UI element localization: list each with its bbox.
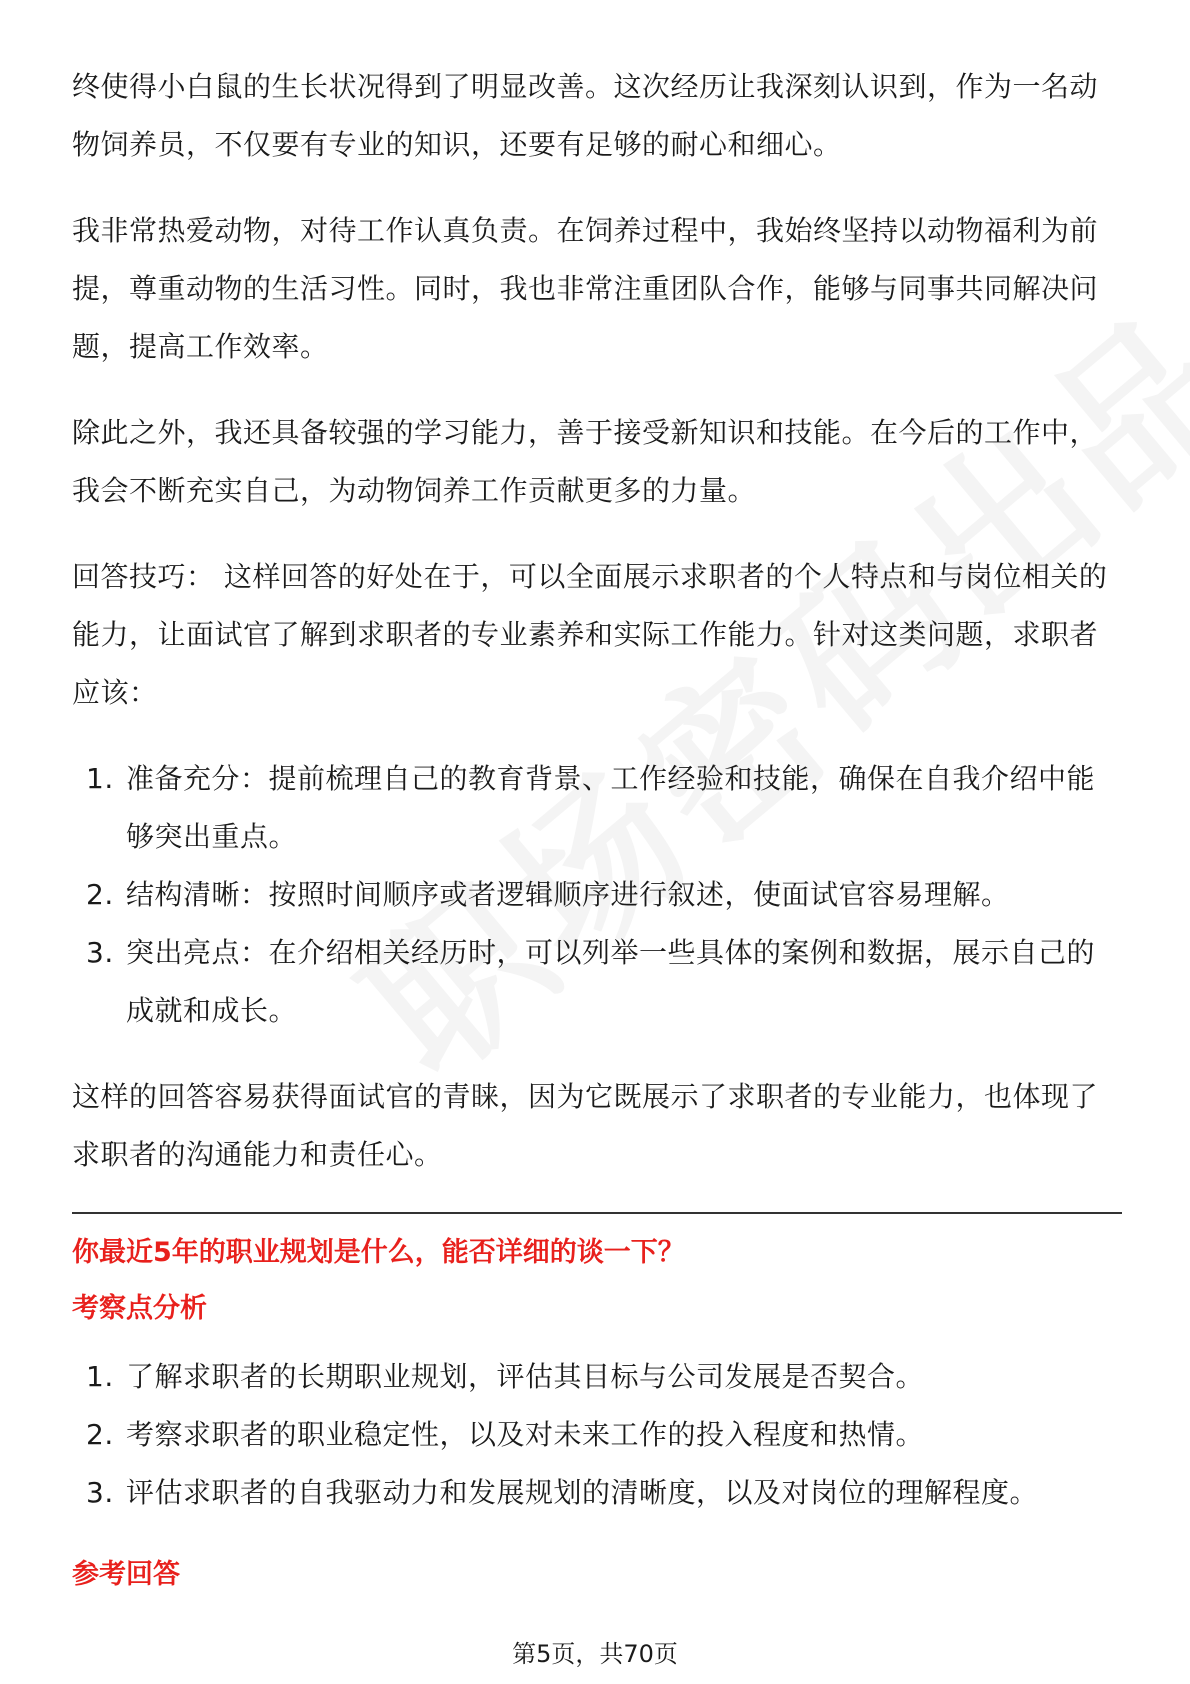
list-item-text: 结构清晰：按照时间顺序或者逻辑顺序进行叙述，使面试官容易理解。	[126, 878, 1010, 911]
list-item	[72, 924, 1122, 1040]
list-item	[72, 1406, 1122, 1464]
list-number: 2.	[86, 878, 114, 911]
list-item-text: 突出亮点：在介绍相关经历时，可以列举一些具体的案例和数据，展示自己的成就和成长。	[126, 936, 1096, 1027]
page-footer: 第5页，共70页	[512, 1640, 678, 1668]
list-item-text: 了解求职者的长期职业规划，评估其目标与公司发展是否契合。	[126, 1360, 925, 1393]
list-item-text: 准备充分：提前梳理自己的教育背景、工作经验和技能，确保在自我介绍中能够突出重点。	[126, 762, 1096, 853]
tips-list	[72, 750, 1122, 1040]
list-item	[72, 866, 1122, 924]
paragraph: 我非常热爱动物，对待工作认真负责。在饲养过程中，我始终坚持以动物福利为前提，尊重动物的生活习性。同时，我也非常注重团队合作，能够与同事共同解决问题，提高工作效率。	[72, 214, 1099, 363]
paragraph: 除此之外，我还具备较强的学习能力，善于接受新知识和技能。在今后的工作中，我会不断充实自己，为动物饲养工作贡献更多的力量。	[72, 416, 1099, 507]
paragraph: 终使得小白鼠的生长状况得到了明显改善。这次经历让我深刻认识到，作为一名动物饲养员，不仅要有专业的知识，还要有足够的耐心和细心。	[72, 70, 1099, 161]
list-number: 3.	[86, 1476, 114, 1509]
list-item	[72, 1464, 1122, 1522]
list-number: 3.	[86, 936, 114, 969]
answer-tips-paragraph: 回答技巧： 这样回答的好处在于，可以全面展示求职者的个人特点和与岗位相关的能力，让面试官了解到求职者的专业素养和实际工作能力。针对这类问题，求职者应该：	[72, 560, 1108, 709]
document-page	[72, 58, 1122, 1614]
list-item-text: 评估求职者的自我驱动力和发展规划的清晰度，以及对岗位的理解程度。	[126, 1476, 1039, 1509]
list-item	[72, 750, 1122, 866]
reference-heading: 参考回答	[72, 1559, 180, 1590]
list-item-text: 考察求职者的职业稳定性，以及对未来工作的投入程度和热情。	[126, 1418, 925, 1451]
closing-paragraph: 这样的回答容易获得面试官的青睐，因为它既展示了求职者的专业能力，也体现了求职者的沟通能力和责任心。	[72, 1080, 1099, 1171]
analysis-heading: 考察点分析	[72, 1293, 207, 1324]
list-item	[72, 1348, 1122, 1406]
list-number: 1.	[86, 762, 114, 795]
analysis-list	[72, 1348, 1122, 1522]
list-number: 2.	[86, 1418, 114, 1451]
question-heading: 你最近5年的职业规划是什么，能否详细的谈一下？	[72, 1237, 685, 1268]
section-divider	[72, 1212, 1122, 1214]
list-number: 1.	[86, 1360, 114, 1393]
